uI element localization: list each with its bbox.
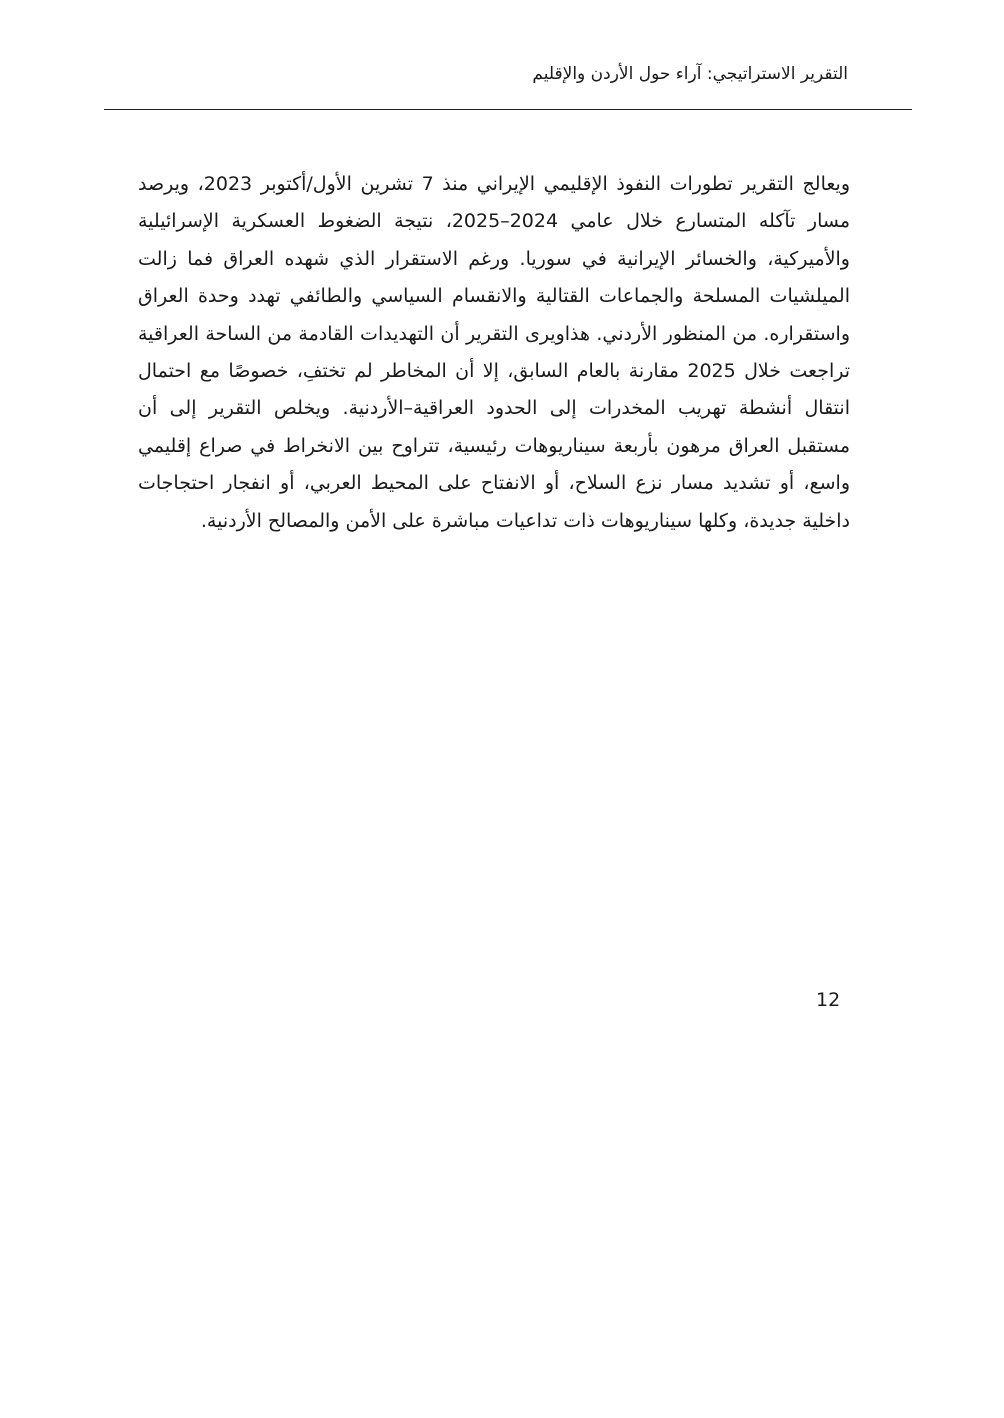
paragraph-line: واسع، أو تشديد مسار نزع السلاح، أو الانفتاح على المحيط العربي، أو انفجار احتجاجات (138, 472, 850, 495)
paragraph-line: ويعالج التقرير تطورات النفوذ الإقليمي الإيراني منذ 7 تشرين الأول/أكتوبر 2023، ويرصد (138, 173, 850, 195)
paragraph-line: واستقراره. من المنظور الأردني. هذاويرى التقرير أن التهديدات القادمة من الساحة العراقية (138, 322, 850, 345)
running-header-title: التقرير الاستراتيجي: آراء حول الأردن والإقليم (532, 64, 848, 84)
paragraph-line: داخلية جديدة، وكلها سيناريوهات ذات تداعيات مباشرة على الأمن والمصالح الأردنية. (200, 509, 850, 532)
paragraph-line: مسار تآكله المتسارع خلال عامي 2024–2025، نتيجة الضغوط العسكرية الإسرائيلية (138, 210, 850, 233)
paragraph-line: الميلشيات المسلحة والجماعات القتالية والانقسام السياسي والطائفي تهدد وحدة العراق (138, 285, 850, 308)
body-paragraph (138, 166, 850, 540)
header-divider (104, 109, 912, 110)
paragraph-line: والأميركية، والخسائر الإيرانية في سوريا. ورغم الاستقرار الذي شهده العراق فما زالت (138, 247, 850, 270)
paragraph-line: انتقال أنشطة تهريب المخدرات إلى الحدود العراقية–الأردنية. ويخلص التقرير إلى أن (138, 397, 850, 420)
page-number: 12 (816, 989, 841, 1011)
paragraph-line: مستقبل العراق مرهون بأربعة سيناريوهات رئيسية، تتراوح بين الانخراط في صراع إقليمي (138, 434, 850, 457)
paragraph-line: تراجعت خلال 2025 مقارنة بالعام السابق، إلا أن المخاطر لم تختفِ، خصوصًا مع احتمال (138, 360, 850, 383)
